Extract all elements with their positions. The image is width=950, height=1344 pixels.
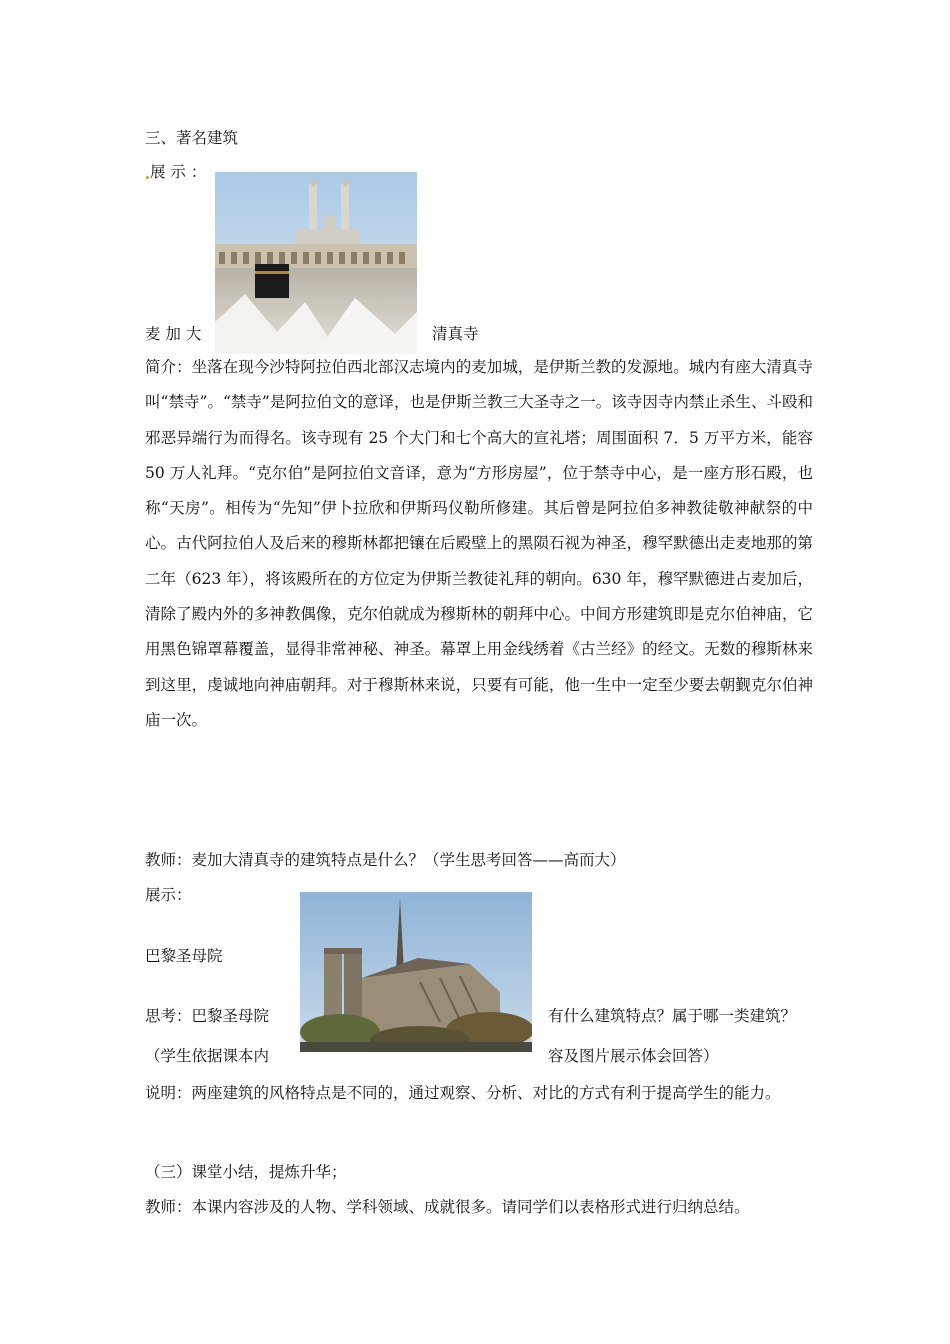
mecca-caption-right: 清真寺 [432, 325, 479, 343]
section-heading: 三、著名建筑 [145, 129, 239, 147]
mecca-mosque-illustration [215, 172, 417, 354]
show-label-text: 展 示 ： [150, 163, 207, 181]
mecca-caption-left: 麦 加 大 [145, 325, 202, 343]
show-label [145, 162, 206, 182]
notre-dame-illustration [300, 892, 532, 1052]
explain-paragraph: 说明：两座建筑的风格特点是不同的，通过观察、分析、对比的方式有利于提高学生的能力。 [145, 1084, 781, 1102]
think-left: 思考：巴黎圣母院 [145, 1007, 270, 1025]
notre-dame-caption: 巴黎圣母院 [145, 947, 223, 965]
think-right: 有什么建筑特点？属于哪一类建筑？ [548, 1007, 797, 1025]
mecca-mosque-photo [215, 172, 417, 354]
notre-dame-photo [300, 892, 532, 1052]
student-answer-right: 容及图片展示体会回答） [548, 1047, 719, 1065]
intro-paragraph: 简介：坐落在现今沙特阿拉伯西北部汉志境内的麦加城，是伊斯兰教的发源地。城内有座大清真寺叫“禁寺”。“禁寺”是阿拉伯文的意译，也是伊斯兰教三大圣寺之一。该寺因寺内禁止杀生、斗殴和邪恶异端行为而得名。该寺现有 25 个大门和七个高大的宣礼塔；周围面积 7．5 万平方米，能容 50 万人礼拜。“克尔伯”是阿拉伯文音译，意为“方形房屋”，位于禁寺中心，是一座方形石殿，也称“天房”。相传为“先知”伊卜拉欣和伊斯玛仪勒所修建。其后曾是阿拉伯多神教徒敬神献祭的中心。古代阿拉伯人及后来的穆斯林都把镶在后殿壁上的黑陨石视为神圣，穆罕默德出走麦地那的第二年（623 年），将该殿所在的方位定为伊斯兰教徒礼拜的朝向。630 年，穆罕默德进占麦加后，清除了殿内外的多神教偶像，克尔伯就成为穆斯林的朝拜中心。中间方形建筑即是克尔伯神庙，它用黑色锦罩幕覆盖，显得非常神秘、神圣。幕罩上用金线绣着《古兰经》的经文。无数的穆斯林来到这里，虔诚地向神庙朝拜。对于穆斯林来说，只要有可能，他一生中一定至少要去朝觐克尔伯神庙一次。 [145, 358, 813, 729]
teacher-question: 教师：麦加大清真寺的建筑特点是什么？（学生思考回答——高而大） [145, 851, 626, 869]
teacher-summary: 教师：本课内容涉及的人物、学科领域、成就很多。请同学们以表格形式进行归纳总结。 [145, 1198, 750, 1216]
show-label-2: 展示： [145, 886, 192, 904]
student-answer-left: （学生依据课本内 [145, 1047, 270, 1065]
marker-dot [146, 176, 149, 179]
summary-heading: （三）课堂小结，提炼升华； [145, 1163, 347, 1181]
